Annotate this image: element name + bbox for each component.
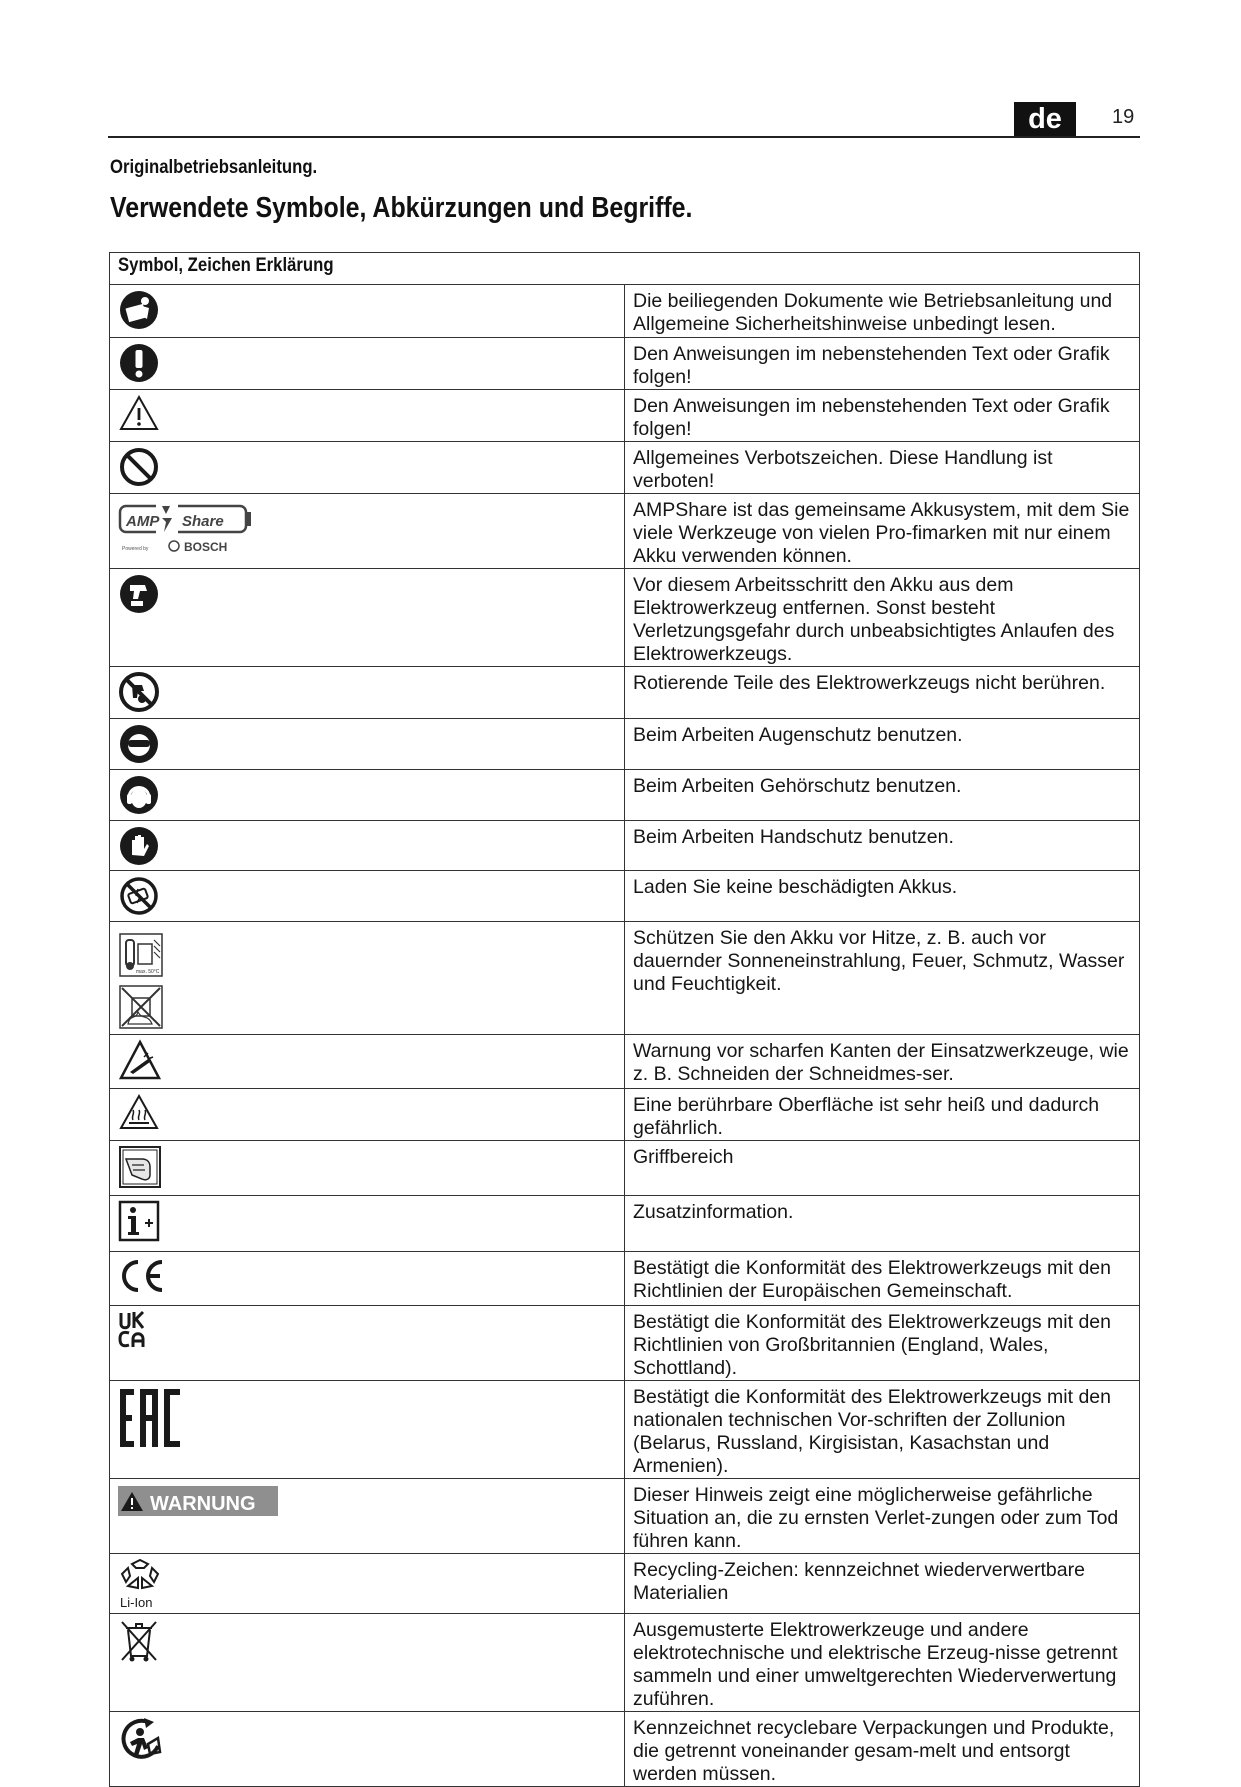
page-number: 19 [1112, 106, 1135, 128]
table-row [110, 390, 1140, 442]
warning-triangle-icon [118, 394, 160, 432]
table-row [110, 1554, 1140, 1614]
explanation-cell: Beim Arbeiten Gehörschutz benutzen. [625, 770, 1140, 821]
ce-mark-icon [118, 1256, 166, 1296]
explanation-cell: Griffbereich [625, 1141, 1140, 1196]
symbol-cell [110, 1614, 625, 1712]
table-header: Symbol, Zeichen Erklärung [118, 255, 334, 276]
table-row [110, 1196, 1140, 1252]
explanation-cell: Eine berührbare Oberfläche ist sehr heiß und dadurch gefährlich. [625, 1089, 1140, 1141]
explanation-cell: Bestätigt die Konformität des Elektrowerkzeugs mit den nationalen technischen Vor-schriften der Zollunion (Belarus, Russland, Kirgisistan, Kasachstan und Armenien). [625, 1381, 1140, 1479]
hot-surface-icon [118, 1093, 160, 1131]
symbol-cell [110, 1141, 625, 1196]
symbol-cell [110, 1089, 625, 1141]
grip-area-icon [118, 1145, 162, 1189]
table-row [110, 1252, 1140, 1306]
eye-protection-icon [118, 723, 160, 765]
symbol-cell [110, 338, 625, 390]
explanation-cell: Zusatzinformation. [625, 1196, 1140, 1252]
explanation-cell: Beim Arbeiten Handschutz benutzen. [625, 821, 1140, 871]
table-row [110, 1306, 1140, 1381]
explanation-cell: Warnung vor scharfen Kanten der Einsatzwerkzeuge, wie z. B. Schneiden der Schneidmes-ser. [625, 1035, 1140, 1089]
eac-mark-icon [118, 1385, 188, 1451]
symbol-cell [110, 770, 625, 821]
table-row [110, 569, 1140, 667]
symbol-cell [110, 719, 625, 770]
page-title: Verwendete Symbole, Abkürzungen und Begriffe. [110, 192, 693, 224]
table-row [110, 1141, 1140, 1196]
ampshare-logo [118, 498, 258, 556]
table-row [110, 719, 1140, 770]
symbol-cell [110, 390, 625, 442]
explanation-cell: Den Anweisungen im nebenstehenden Text oder Grafik folgen! [625, 390, 1140, 442]
symbol-cell [110, 1712, 625, 1787]
ear-protection-icon [118, 774, 160, 816]
explanation-cell: Kennzeichnet recyclebare Verpackungen und Produkte, die getrennt voneinander gesam-melt und entsorgt werden müssen. [625, 1712, 1140, 1787]
symbol-cell [110, 1479, 625, 1554]
symbol-cell [110, 494, 625, 569]
mandatory-exclamation-icon [118, 342, 160, 384]
recyclable-packaging-icon [118, 1716, 164, 1764]
header-rule [108, 136, 1140, 138]
explanation-cell: Den Anweisungen im nebenstehenden Text oder Grafik folgen! [625, 338, 1140, 390]
explanation-cell: AMPShare ist das gemeinsame Akkusystem, mit dem Sie viele Werkzeuge von vielen Pro-fimarken mit nur einem Akku verwenden können. [625, 494, 1140, 569]
sharp-edge-warning-icon [118, 1039, 162, 1081]
document-subtitle: Originalbetriebsanleitung. [110, 157, 318, 178]
table-row [110, 1614, 1140, 1712]
explanation-cell: Rotierende Teile des Elektrowerkzeugs nicht berühren. [625, 667, 1140, 719]
symbol-cell [110, 1554, 625, 1614]
symbol-cell [110, 821, 625, 871]
table-row [110, 667, 1140, 719]
explanation-cell: Schützen Sie den Akku vor Hitze, z. B. auch vor dauernder Sonneneinstrahlung, Feuer, Schmutz, Wasser und Feuchtigkeit. [625, 922, 1140, 1035]
explanation-cell: Beim Arbeiten Augenschutz benutzen. [625, 719, 1140, 770]
table-header-cell [110, 253, 1140, 285]
svg-text:Share: Share [182, 513, 224, 530]
table-row [110, 1712, 1140, 1787]
symbol-cell [110, 667, 625, 719]
prohibition-icon [118, 446, 160, 488]
table-row [110, 1035, 1140, 1089]
symbols-table [109, 252, 1140, 1787]
warning-label-icon [118, 1483, 278, 1519]
explanation-cell: Bestätigt die Konformität des Elektrowerkzeugs mit den Richtlinien der Europäischen Gemeinschaft. [625, 1252, 1140, 1306]
no-touch-rotating-icon [118, 671, 160, 713]
explanation-cell: Bestätigt die Konformität des Elektrowerkzeugs mit den Richtlinien von Großbritannien (England, Wales, Schottland). [625, 1306, 1140, 1381]
table-row [110, 770, 1140, 821]
svg-text:AMP: AMP [126, 513, 160, 530]
no-damaged-battery-icon [118, 875, 160, 917]
remove-battery-icon [118, 573, 160, 615]
table-row [110, 442, 1140, 494]
table-row [110, 821, 1140, 871]
explanation-cell: Allgemeines Verbotszeichen. Diese Handlung ist verboten! [625, 442, 1140, 494]
explanation-cell: Ausgemusterte Elektrowerkzeuge und andere elektrotechnische und elektrische Erzeug-nisse getrennt sammeln und einer umweltgerechten Wiederverwertung zuführen. [625, 1614, 1140, 1712]
symbol-cell [110, 442, 625, 494]
table-row [110, 1479, 1140, 1554]
table-row [110, 494, 1140, 569]
explanation-cell: Dieser Hinweis zeigt eine möglicherweise gefährliche Situation an, die zu ernsten Verlet-zungen oder zum Tod führen kann. [625, 1479, 1140, 1554]
hand-protection-icon [118, 825, 160, 867]
svg-text:max. 50°C: max. 50°C [136, 969, 160, 975]
symbol-cell [110, 1252, 625, 1306]
symbol-cell [110, 285, 625, 338]
explanation-cell: Die beiliegenden Dokumente wie Betriebsanleitung und Allgemeine Sicherheitshinweise unbedingt lesen. [625, 285, 1140, 338]
symbol-cell [110, 922, 625, 1035]
crossed-bin-icon [118, 1618, 160, 1664]
ukca-mark-icon [118, 1310, 160, 1352]
table-row [110, 922, 1140, 1035]
read-manual-icon [118, 289, 160, 331]
svg-text:BOSCH: BOSCH [184, 540, 228, 554]
symbol-cell [110, 1381, 625, 1479]
symbol-cell [110, 1196, 625, 1252]
symbol-cell [110, 569, 625, 667]
explanation-cell: Recycling-Zeichen: kennzeichnet wiederverwertbare Materialien [625, 1554, 1140, 1614]
explanation-cell: Laden Sie keine beschädigten Akkus. [625, 871, 1140, 922]
explanation-cell: Vor diesem Arbeitsschritt den Akku aus dem Elektrowerkzeug entfernen. Sonst besteht Verletzungsgefahr durch unbeabsichtigtes Anlaufen des Elektrowerkzeugs. [625, 569, 1140, 667]
table-row [110, 285, 1140, 338]
svg-text:Li-Ion: Li-Ion [120, 1595, 153, 1610]
symbol-cell [110, 1035, 625, 1089]
info-icon [118, 1200, 160, 1242]
recycling-li-ion-icon [118, 1558, 164, 1612]
table-row [110, 871, 1140, 922]
battery-heat-icon [118, 926, 166, 1032]
svg-text:WARNUNG: WARNUNG [150, 1493, 256, 1515]
symbol-cell [110, 871, 625, 922]
table-header-row [110, 253, 1140, 285]
table-row [110, 338, 1140, 390]
table-row [110, 1381, 1140, 1479]
svg-text:Powered by: Powered by [122, 546, 149, 552]
language-badge: de [1014, 102, 1076, 136]
symbol-cell [110, 1306, 625, 1381]
table-row [110, 1089, 1140, 1141]
